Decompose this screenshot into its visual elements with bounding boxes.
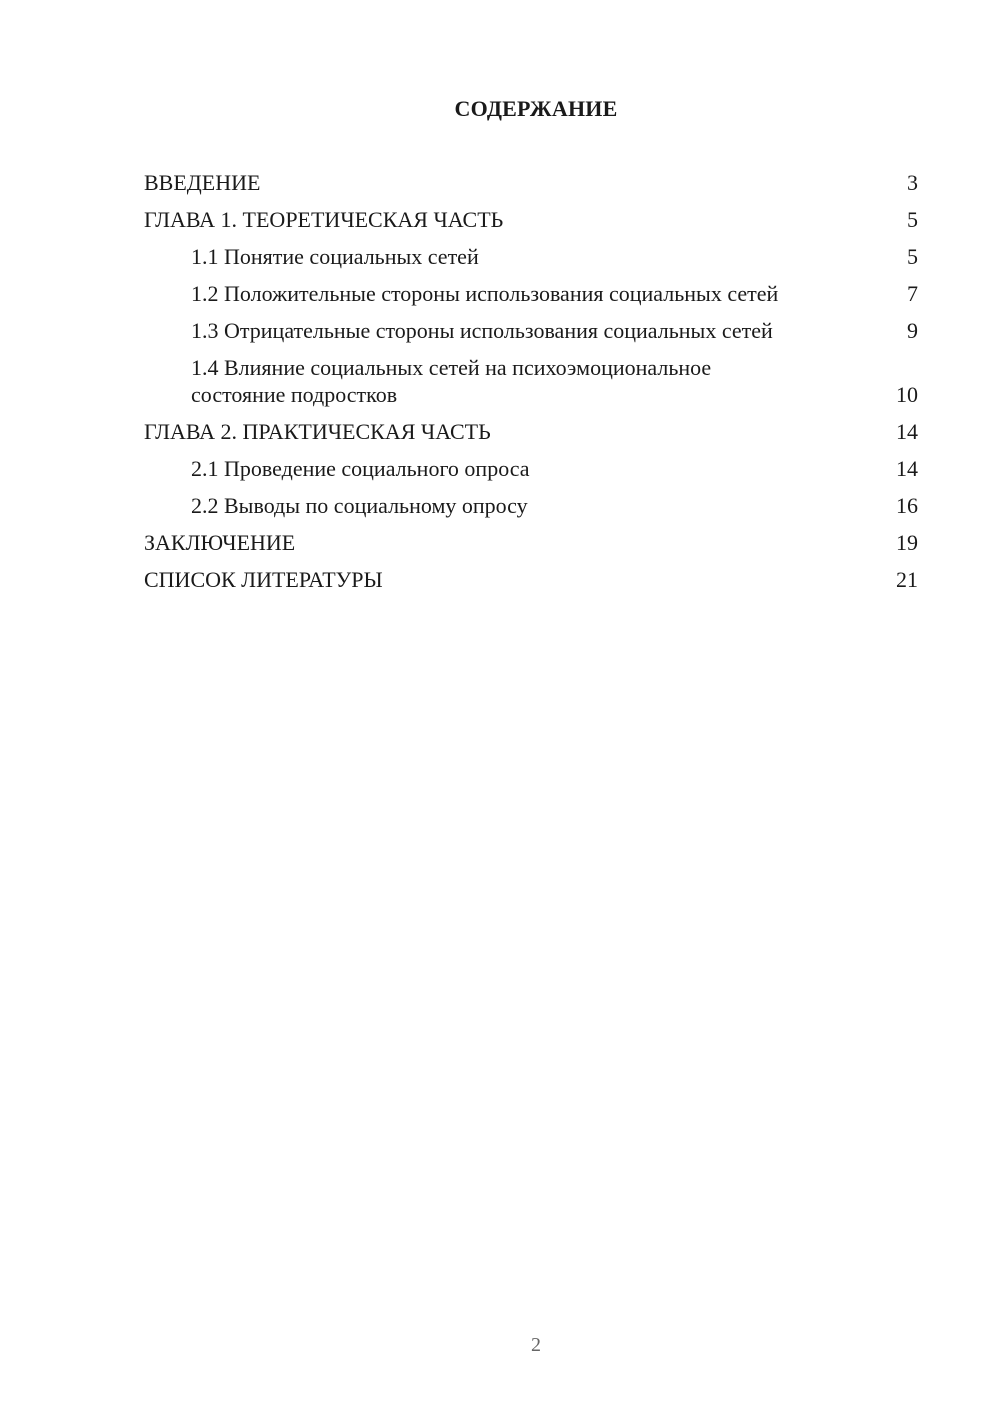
toc-entry bbox=[144, 317, 918, 344]
toc-entry-page: 10 bbox=[896, 382, 918, 407]
table-of-contents bbox=[144, 169, 918, 603]
toc-entry-page: 9 bbox=[907, 318, 918, 343]
toc-entry-page: 16 bbox=[896, 493, 918, 518]
toc-entry-page: 19 bbox=[896, 530, 918, 555]
toc-entry-title: 2.2 Выводы по социальному опросу bbox=[191, 493, 528, 518]
toc-entry-page: 3 bbox=[907, 170, 918, 195]
toc-entry-title: ЗАКЛЮЧЕНИЕ bbox=[144, 530, 296, 555]
toc-entry-title: ГЛАВА 2. ПРАКТИЧЕСКАЯ ЧАСТЬ bbox=[144, 419, 491, 444]
toc-entry bbox=[144, 566, 918, 593]
page-title: СОДЕРЖАНИЕ bbox=[454, 96, 618, 121]
toc-entry-title: 1.2 Положительные стороны использования социальных сетей bbox=[191, 281, 779, 306]
toc-entry bbox=[144, 169, 918, 196]
toc-entry bbox=[144, 455, 918, 482]
toc-entry bbox=[144, 354, 918, 408]
toc-entry-title: СПИСОК ЛИТЕРАТУРЫ bbox=[144, 567, 383, 592]
toc-entry-title: 2.1 Проведение социального опроса bbox=[191, 456, 530, 481]
page-number: 2 bbox=[531, 1334, 541, 1356]
toc-entry-page: 21 bbox=[896, 567, 918, 592]
toc-entry-title: 1.3 Отрицательные стороны использования социальных сетей bbox=[191, 318, 773, 343]
toc-entry bbox=[144, 529, 918, 556]
toc-entry bbox=[144, 206, 918, 233]
toc-entry bbox=[144, 243, 918, 270]
toc-entry-title: 1.4 Влияние социальных сетей на психоэмоциональное состояние подростков bbox=[191, 355, 712, 407]
toc-entry bbox=[144, 280, 918, 307]
toc-entry-page: 7 bbox=[907, 281, 918, 306]
toc-entry-page: 14 bbox=[896, 456, 918, 481]
toc-entry-title: 1.1 Понятие социальных сетей bbox=[191, 244, 479, 269]
toc-entry bbox=[144, 492, 918, 519]
toc-entry bbox=[144, 418, 918, 445]
toc-entry-page: 14 bbox=[896, 419, 918, 444]
toc-entry-page: 5 bbox=[907, 207, 918, 232]
toc-entry-title: ГЛАВА 1. ТЕОРЕТИЧЕСКАЯ ЧАСТЬ bbox=[144, 207, 504, 232]
toc-entry-title: ВВЕДЕНИЕ bbox=[144, 170, 261, 195]
toc-entry-page: 5 bbox=[907, 244, 918, 269]
